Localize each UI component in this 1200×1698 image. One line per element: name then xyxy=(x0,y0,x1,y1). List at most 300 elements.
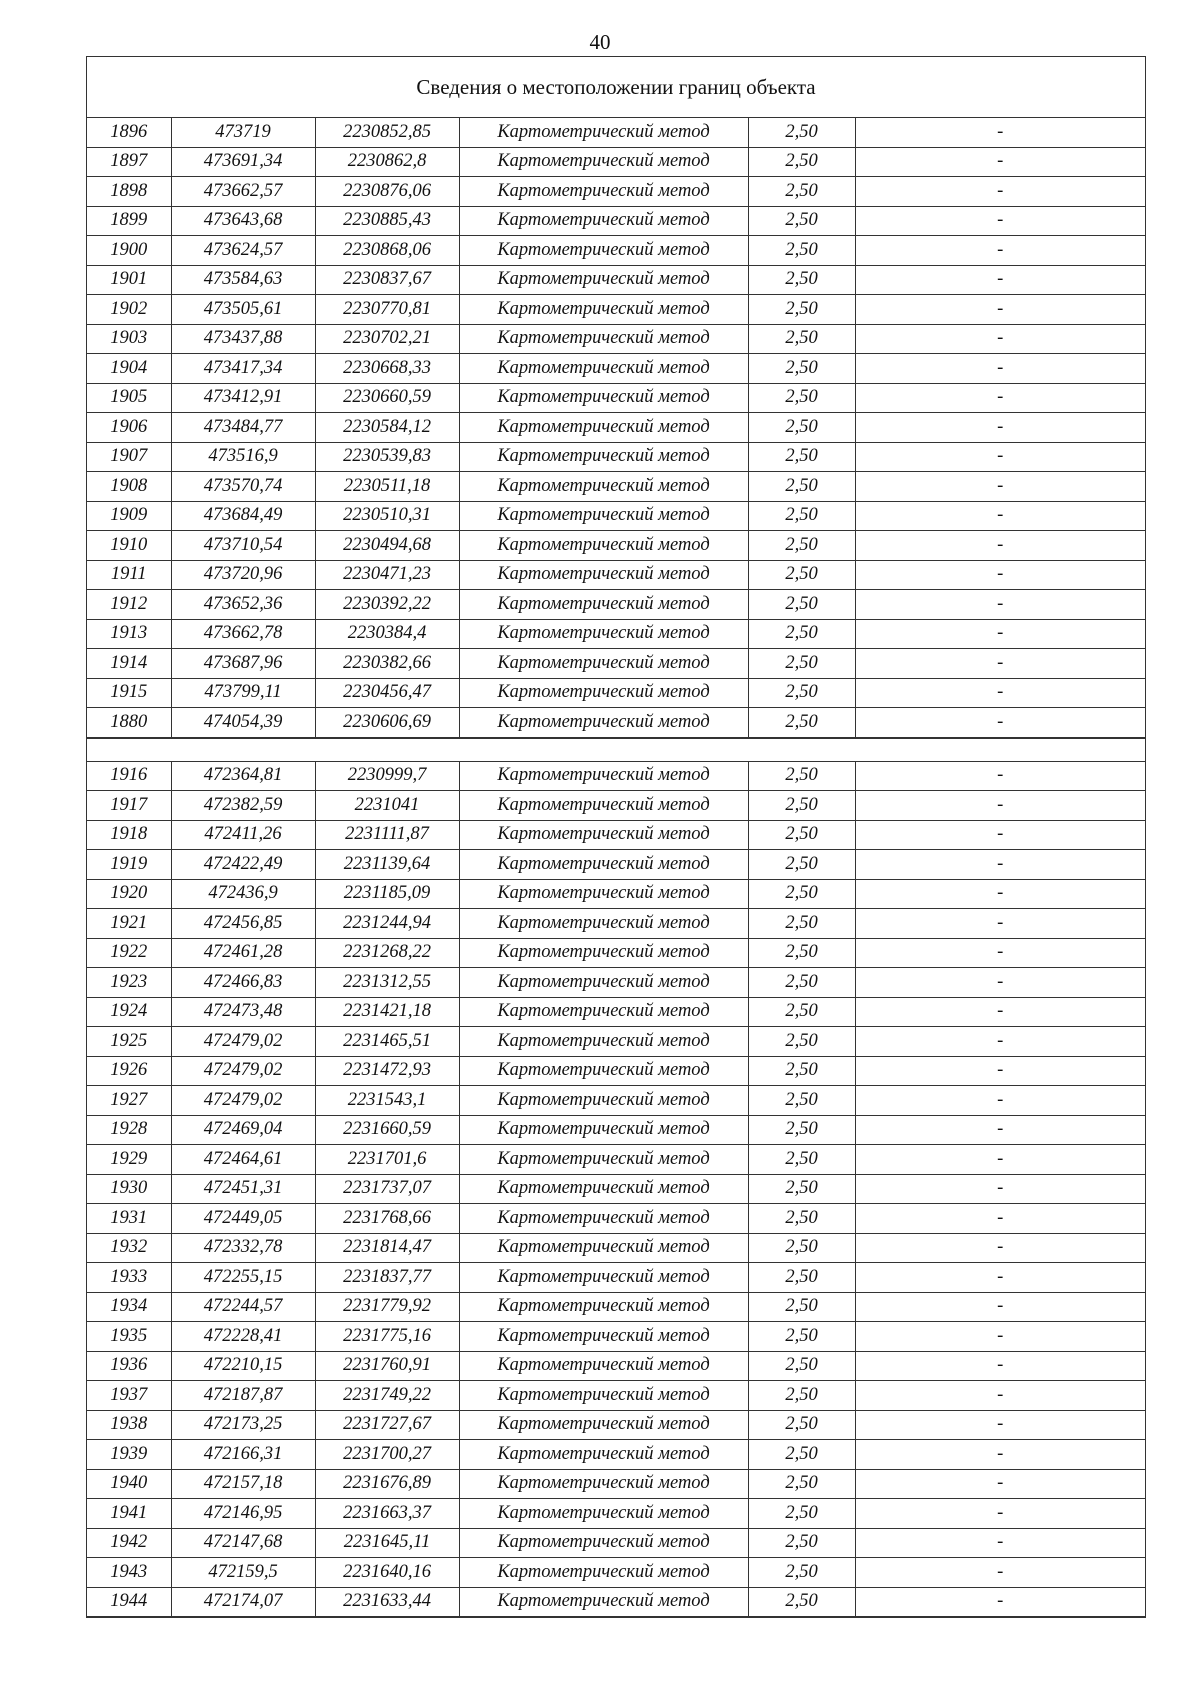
description-cell: - xyxy=(855,147,1145,177)
y-coordinate-cell: 2231727,67 xyxy=(315,1410,459,1440)
y-coordinate-cell: 2231268,22 xyxy=(315,938,459,968)
point-number-cell: 1902 xyxy=(87,295,171,325)
x-coordinate-cell: 473684,49 xyxy=(171,501,315,531)
method-cell: Картометрический метод xyxy=(459,708,748,738)
y-coordinate-cell: 2231660,59 xyxy=(315,1115,459,1145)
table-row xyxy=(87,1145,1145,1175)
accuracy-cell: 2,50 xyxy=(748,1086,855,1116)
y-coordinate-cell: 2230868,06 xyxy=(315,236,459,266)
table-row xyxy=(87,1410,1145,1440)
method-cell: Картометрический метод xyxy=(459,1056,748,1086)
accuracy-cell: 2,50 xyxy=(748,472,855,502)
x-coordinate-cell: 473710,54 xyxy=(171,531,315,561)
section-title: Сведения о местоположении границ объекта xyxy=(87,57,1145,118)
table-row xyxy=(87,118,1145,147)
table-row xyxy=(87,236,1145,266)
x-coordinate-cell: 473662,57 xyxy=(171,177,315,207)
point-number-cell: 1918 xyxy=(87,820,171,850)
point-number-cell: 1897 xyxy=(87,147,171,177)
table-row xyxy=(87,708,1145,738)
x-coordinate-cell: 473691,34 xyxy=(171,147,315,177)
point-number-cell: 1933 xyxy=(87,1263,171,1293)
method-cell: Картометрический метод xyxy=(459,1115,748,1145)
y-coordinate-cell: 2230660,59 xyxy=(315,383,459,413)
description-cell: - xyxy=(855,324,1145,354)
x-coordinate-cell: 472244,57 xyxy=(171,1292,315,1322)
table-row xyxy=(87,501,1145,531)
point-number-cell: 1908 xyxy=(87,472,171,502)
point-number-cell: 1921 xyxy=(87,909,171,939)
description-cell: - xyxy=(855,442,1145,472)
x-coordinate-cell: 472187,87 xyxy=(171,1381,315,1411)
description-cell: - xyxy=(855,1204,1145,1234)
y-coordinate-cell: 2231139,64 xyxy=(315,850,459,880)
method-cell: Картометрический метод xyxy=(459,968,748,998)
accuracy-cell: 2,50 xyxy=(748,147,855,177)
method-cell: Картометрический метод xyxy=(459,118,748,147)
accuracy-cell: 2,50 xyxy=(748,383,855,413)
point-number-cell: 1941 xyxy=(87,1499,171,1529)
y-coordinate-cell: 2231421,18 xyxy=(315,997,459,1027)
y-coordinate-cell: 2231749,22 xyxy=(315,1381,459,1411)
boundary-table-sheet xyxy=(86,56,1146,1618)
y-coordinate-cell: 2230999,7 xyxy=(315,762,459,791)
x-coordinate-cell: 473516,9 xyxy=(171,442,315,472)
description-cell: - xyxy=(855,1351,1145,1381)
y-coordinate-cell: 2230382,66 xyxy=(315,649,459,679)
x-coordinate-cell: 473417,34 xyxy=(171,354,315,384)
method-cell: Картометрический метод xyxy=(459,236,748,266)
y-coordinate-cell: 2231779,92 xyxy=(315,1292,459,1322)
description-cell: - xyxy=(855,177,1145,207)
description-cell: - xyxy=(855,968,1145,998)
point-number-cell: 1934 xyxy=(87,1292,171,1322)
accuracy-cell: 2,50 xyxy=(748,619,855,649)
y-coordinate-cell: 2231737,07 xyxy=(315,1174,459,1204)
accuracy-cell: 2,50 xyxy=(748,177,855,207)
coordinates-table-group-1-body xyxy=(87,118,1145,737)
description-cell: - xyxy=(855,762,1145,791)
method-cell: Картометрический метод xyxy=(459,1322,748,1352)
method-cell: Картометрический метод xyxy=(459,791,748,821)
point-number-cell: 1910 xyxy=(87,531,171,561)
method-cell: Картометрический метод xyxy=(459,938,748,968)
point-number-cell: 1937 xyxy=(87,1381,171,1411)
method-cell: Картометрический метод xyxy=(459,1233,748,1263)
method-cell: Картометрический метод xyxy=(459,1086,748,1116)
x-coordinate-cell: 472147,68 xyxy=(171,1528,315,1558)
point-number-cell: 1919 xyxy=(87,850,171,880)
table-row xyxy=(87,820,1145,850)
method-cell: Картометрический метод xyxy=(459,909,748,939)
table-row xyxy=(87,649,1145,679)
method-cell: Картометрический метод xyxy=(459,354,748,384)
description-cell: - xyxy=(855,265,1145,295)
y-coordinate-cell: 2231775,16 xyxy=(315,1322,459,1352)
method-cell: Картометрический метод xyxy=(459,1440,748,1470)
table-row xyxy=(87,177,1145,207)
accuracy-cell: 2,50 xyxy=(748,997,855,1027)
point-number-cell: 1905 xyxy=(87,383,171,413)
table-row xyxy=(87,472,1145,502)
method-cell: Картометрический метод xyxy=(459,762,748,791)
method-cell: Картометрический метод xyxy=(459,1499,748,1529)
y-coordinate-cell: 2230456,47 xyxy=(315,678,459,708)
method-cell: Картометрический метод xyxy=(459,1469,748,1499)
description-cell: - xyxy=(855,472,1145,502)
point-number-cell: 1935 xyxy=(87,1322,171,1352)
y-coordinate-cell: 2231701,6 xyxy=(315,1145,459,1175)
accuracy-cell: 2,50 xyxy=(748,850,855,880)
description-cell: - xyxy=(855,619,1145,649)
table-row xyxy=(87,531,1145,561)
point-number-cell: 1932 xyxy=(87,1233,171,1263)
x-coordinate-cell: 472157,18 xyxy=(171,1469,315,1499)
x-coordinate-cell: 472210,15 xyxy=(171,1351,315,1381)
point-number-cell: 1916 xyxy=(87,762,171,791)
point-number-cell: 1920 xyxy=(87,879,171,909)
accuracy-cell: 2,50 xyxy=(748,791,855,821)
point-number-cell: 1880 xyxy=(87,708,171,738)
method-cell: Картометрический метод xyxy=(459,265,748,295)
x-coordinate-cell: 472469,04 xyxy=(171,1115,315,1145)
description-cell: - xyxy=(855,1410,1145,1440)
table-row xyxy=(87,206,1145,236)
x-coordinate-cell: 473505,61 xyxy=(171,295,315,325)
table-row xyxy=(87,1086,1145,1116)
table-row xyxy=(87,1351,1145,1381)
y-coordinate-cell: 2230584,12 xyxy=(315,413,459,443)
method-cell: Картометрический метод xyxy=(459,383,748,413)
description-cell: - xyxy=(855,118,1145,147)
description-cell: - xyxy=(855,1145,1145,1175)
table-row xyxy=(87,442,1145,472)
description-cell: - xyxy=(855,791,1145,821)
accuracy-cell: 2,50 xyxy=(748,909,855,939)
table-row xyxy=(87,1204,1145,1234)
table-row xyxy=(87,1027,1145,1057)
accuracy-cell: 2,50 xyxy=(748,1292,855,1322)
x-coordinate-cell: 472461,28 xyxy=(171,938,315,968)
coordinates-table-group-1 xyxy=(87,118,1145,738)
x-coordinate-cell: 473662,78 xyxy=(171,619,315,649)
x-coordinate-cell: 472479,02 xyxy=(171,1027,315,1057)
point-number-cell: 1914 xyxy=(87,649,171,679)
point-number-cell: 1901 xyxy=(87,265,171,295)
description-cell: - xyxy=(855,1322,1145,1352)
point-number-cell: 1929 xyxy=(87,1145,171,1175)
y-coordinate-cell: 2230770,81 xyxy=(315,295,459,325)
coordinates-table-group-2 xyxy=(87,762,1145,1618)
description-cell: - xyxy=(855,236,1145,266)
accuracy-cell: 2,50 xyxy=(748,354,855,384)
table-row xyxy=(87,1381,1145,1411)
method-cell: Картометрический метод xyxy=(459,1174,748,1204)
y-coordinate-cell: 2230510,31 xyxy=(315,501,459,531)
description-cell: - xyxy=(855,295,1145,325)
accuracy-cell: 2,50 xyxy=(748,1027,855,1057)
point-number-cell: 1936 xyxy=(87,1351,171,1381)
table-row xyxy=(87,324,1145,354)
method-cell: Картометрический метод xyxy=(459,560,748,590)
accuracy-cell: 2,50 xyxy=(748,1410,855,1440)
group-separator xyxy=(87,738,1145,762)
x-coordinate-cell: 472466,83 xyxy=(171,968,315,998)
y-coordinate-cell: 2231814,47 xyxy=(315,1233,459,1263)
x-coordinate-cell: 472473,48 xyxy=(171,997,315,1027)
y-coordinate-cell: 2231111,87 xyxy=(315,820,459,850)
accuracy-cell: 2,50 xyxy=(748,1440,855,1470)
x-coordinate-cell: 473687,96 xyxy=(171,649,315,679)
method-cell: Картометрический метод xyxy=(459,1381,748,1411)
x-coordinate-cell: 473719 xyxy=(171,118,315,147)
y-coordinate-cell: 2230862,8 xyxy=(315,147,459,177)
point-number-cell: 1940 xyxy=(87,1469,171,1499)
accuracy-cell: 2,50 xyxy=(748,265,855,295)
accuracy-cell: 2,50 xyxy=(748,590,855,620)
description-cell: - xyxy=(855,1056,1145,1086)
accuracy-cell: 2,50 xyxy=(748,1587,855,1617)
accuracy-cell: 2,50 xyxy=(748,1115,855,1145)
table-row xyxy=(87,678,1145,708)
description-cell: - xyxy=(855,501,1145,531)
description-cell: - xyxy=(855,1292,1145,1322)
accuracy-cell: 2,50 xyxy=(748,1469,855,1499)
table-row xyxy=(87,997,1145,1027)
x-coordinate-cell: 472382,59 xyxy=(171,791,315,821)
point-number-cell: 1930 xyxy=(87,1174,171,1204)
accuracy-cell: 2,50 xyxy=(748,678,855,708)
table-row xyxy=(87,909,1145,939)
y-coordinate-cell: 2231768,66 xyxy=(315,1204,459,1234)
y-coordinate-cell: 2230702,21 xyxy=(315,324,459,354)
point-number-cell: 1909 xyxy=(87,501,171,531)
y-coordinate-cell: 2231472,93 xyxy=(315,1056,459,1086)
coordinates-table-group-2-body xyxy=(87,762,1145,1617)
x-coordinate-cell: 472146,95 xyxy=(171,1499,315,1529)
accuracy-cell: 2,50 xyxy=(748,118,855,147)
x-coordinate-cell: 472228,41 xyxy=(171,1322,315,1352)
y-coordinate-cell: 2231543,1 xyxy=(315,1086,459,1116)
description-cell: - xyxy=(855,649,1145,679)
table-row xyxy=(87,1587,1145,1617)
table-row xyxy=(87,1292,1145,1322)
accuracy-cell: 2,50 xyxy=(748,1056,855,1086)
point-number-cell: 1900 xyxy=(87,236,171,266)
accuracy-cell: 2,50 xyxy=(748,820,855,850)
method-cell: Картометрический метод xyxy=(459,649,748,679)
accuracy-cell: 2,50 xyxy=(748,1558,855,1588)
method-cell: Картометрический метод xyxy=(459,1351,748,1381)
table-row xyxy=(87,1558,1145,1588)
x-coordinate-cell: 473570,74 xyxy=(171,472,315,502)
y-coordinate-cell: 2230837,67 xyxy=(315,265,459,295)
method-cell: Картометрический метод xyxy=(459,1027,748,1057)
method-cell: Картометрический метод xyxy=(459,1145,748,1175)
point-number-cell: 1944 xyxy=(87,1587,171,1617)
table-row xyxy=(87,560,1145,590)
description-cell: - xyxy=(855,531,1145,561)
x-coordinate-cell: 473799,11 xyxy=(171,678,315,708)
y-coordinate-cell: 2230384,4 xyxy=(315,619,459,649)
y-coordinate-cell: 2230511,18 xyxy=(315,472,459,502)
table-row xyxy=(87,1322,1145,1352)
y-coordinate-cell: 2231633,44 xyxy=(315,1587,459,1617)
method-cell: Картометрический метод xyxy=(459,1410,748,1440)
description-cell: - xyxy=(855,383,1145,413)
table-row xyxy=(87,1528,1145,1558)
method-cell: Картометрический метод xyxy=(459,1292,748,1322)
table-row xyxy=(87,968,1145,998)
y-coordinate-cell: 2231185,09 xyxy=(315,879,459,909)
method-cell: Картометрический метод xyxy=(459,147,748,177)
accuracy-cell: 2,50 xyxy=(748,442,855,472)
description-cell: - xyxy=(855,1587,1145,1617)
description-cell: - xyxy=(855,1499,1145,1529)
description-cell: - xyxy=(855,1381,1145,1411)
y-coordinate-cell: 2230539,83 xyxy=(315,442,459,472)
table-row xyxy=(87,619,1145,649)
y-coordinate-cell: 2230392,22 xyxy=(315,590,459,620)
table-row xyxy=(87,1056,1145,1086)
x-coordinate-cell: 472255,15 xyxy=(171,1263,315,1293)
description-cell: - xyxy=(855,1086,1145,1116)
y-coordinate-cell: 2231663,37 xyxy=(315,1499,459,1529)
y-coordinate-cell: 2230885,43 xyxy=(315,206,459,236)
table-row xyxy=(87,147,1145,177)
accuracy-cell: 2,50 xyxy=(748,879,855,909)
description-cell: - xyxy=(855,909,1145,939)
y-coordinate-cell: 2231041 xyxy=(315,791,459,821)
y-coordinate-cell: 2231676,89 xyxy=(315,1469,459,1499)
table-row xyxy=(87,354,1145,384)
point-number-cell: 1927 xyxy=(87,1086,171,1116)
accuracy-cell: 2,50 xyxy=(748,968,855,998)
y-coordinate-cell: 2230668,33 xyxy=(315,354,459,384)
description-cell: - xyxy=(855,413,1145,443)
accuracy-cell: 2,50 xyxy=(748,1351,855,1381)
description-cell: - xyxy=(855,820,1145,850)
method-cell: Картометрический метод xyxy=(459,1204,748,1234)
table-row xyxy=(87,383,1145,413)
page-number: 40 xyxy=(589,30,611,54)
y-coordinate-cell: 2230876,06 xyxy=(315,177,459,207)
table-row xyxy=(87,1115,1145,1145)
accuracy-cell: 2,50 xyxy=(748,762,855,791)
table-row xyxy=(87,1469,1145,1499)
description-cell: - xyxy=(855,997,1145,1027)
point-number-cell: 1928 xyxy=(87,1115,171,1145)
accuracy-cell: 2,50 xyxy=(748,295,855,325)
table-row xyxy=(87,295,1145,325)
x-coordinate-cell: 473643,68 xyxy=(171,206,315,236)
accuracy-cell: 2,50 xyxy=(748,1322,855,1352)
method-cell: Картометрический метод xyxy=(459,1558,748,1588)
method-cell: Картометрический метод xyxy=(459,879,748,909)
accuracy-cell: 2,50 xyxy=(748,938,855,968)
accuracy-cell: 2,50 xyxy=(748,413,855,443)
x-coordinate-cell: 472411,26 xyxy=(171,820,315,850)
x-coordinate-cell: 472364,81 xyxy=(171,762,315,791)
table-row xyxy=(87,762,1145,791)
accuracy-cell: 2,50 xyxy=(748,531,855,561)
point-number-cell: 1926 xyxy=(87,1056,171,1086)
point-number-cell: 1942 xyxy=(87,1528,171,1558)
point-number-cell: 1943 xyxy=(87,1558,171,1588)
method-cell: Картометрический метод xyxy=(459,1263,748,1293)
x-coordinate-cell: 472332,78 xyxy=(171,1233,315,1263)
method-cell: Картометрический метод xyxy=(459,531,748,561)
table-row xyxy=(87,850,1145,880)
accuracy-cell: 2,50 xyxy=(748,1174,855,1204)
point-number-cell: 1896 xyxy=(87,118,171,147)
x-coordinate-cell: 472479,02 xyxy=(171,1056,315,1086)
x-coordinate-cell: 472451,31 xyxy=(171,1174,315,1204)
x-coordinate-cell: 472159,5 xyxy=(171,1558,315,1588)
x-coordinate-cell: 473720,96 xyxy=(171,560,315,590)
x-coordinate-cell: 473652,36 xyxy=(171,590,315,620)
x-coordinate-cell: 472166,31 xyxy=(171,1440,315,1470)
x-coordinate-cell: 472173,25 xyxy=(171,1410,315,1440)
method-cell: Картометрический метод xyxy=(459,442,748,472)
accuracy-cell: 2,50 xyxy=(748,1145,855,1175)
y-coordinate-cell: 2231465,51 xyxy=(315,1027,459,1057)
x-coordinate-cell: 472456,85 xyxy=(171,909,315,939)
point-number-cell: 1922 xyxy=(87,938,171,968)
description-cell: - xyxy=(855,938,1145,968)
method-cell: Картометрический метод xyxy=(459,619,748,649)
description-cell: - xyxy=(855,1528,1145,1558)
point-number-cell: 1906 xyxy=(87,413,171,443)
description-cell: - xyxy=(855,1263,1145,1293)
table-row xyxy=(87,938,1145,968)
method-cell: Картометрический метод xyxy=(459,820,748,850)
table-row xyxy=(87,413,1145,443)
accuracy-cell: 2,50 xyxy=(748,1204,855,1234)
method-cell: Картометрический метод xyxy=(459,177,748,207)
point-number-cell: 1924 xyxy=(87,997,171,1027)
table-row xyxy=(87,1174,1145,1204)
description-cell: - xyxy=(855,678,1145,708)
y-coordinate-cell: 2231244,94 xyxy=(315,909,459,939)
table-row xyxy=(87,1263,1145,1293)
x-coordinate-cell: 472436,9 xyxy=(171,879,315,909)
description-cell: - xyxy=(855,354,1145,384)
table-row xyxy=(87,879,1145,909)
point-number-cell: 1907 xyxy=(87,442,171,472)
accuracy-cell: 2,50 xyxy=(748,236,855,266)
y-coordinate-cell: 2231837,77 xyxy=(315,1263,459,1293)
method-cell: Картометрический метод xyxy=(459,997,748,1027)
accuracy-cell: 2,50 xyxy=(748,649,855,679)
point-number-cell: 1911 xyxy=(87,560,171,590)
method-cell: Картометрический метод xyxy=(459,295,748,325)
x-coordinate-cell: 474054,39 xyxy=(171,708,315,738)
x-coordinate-cell: 472479,02 xyxy=(171,1086,315,1116)
point-number-cell: 1931 xyxy=(87,1204,171,1234)
description-cell: - xyxy=(855,850,1145,880)
point-number-cell: 1904 xyxy=(87,354,171,384)
x-coordinate-cell: 472422,49 xyxy=(171,850,315,880)
description-cell: - xyxy=(855,1174,1145,1204)
point-number-cell: 1913 xyxy=(87,619,171,649)
y-coordinate-cell: 2231645,11 xyxy=(315,1528,459,1558)
description-cell: - xyxy=(855,1115,1145,1145)
y-coordinate-cell: 2231700,27 xyxy=(315,1440,459,1470)
description-cell: - xyxy=(855,708,1145,738)
method-cell: Картометрический метод xyxy=(459,501,748,531)
description-cell: - xyxy=(855,590,1145,620)
